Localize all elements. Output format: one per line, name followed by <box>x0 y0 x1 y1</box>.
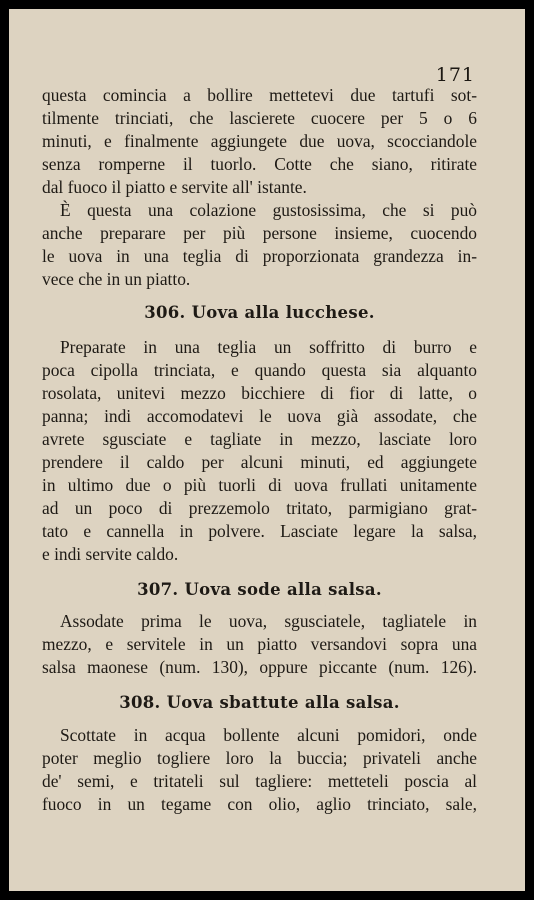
recipe-heading: 306. Uova alla lucchese. <box>144 303 375 322</box>
text-line: Scottate in acqua bollente alcuni pomidori, onde <box>60 725 477 745</box>
text-line: de' semi, e tritateli sul tagliere: metteteli poscia al <box>42 771 477 791</box>
recipe-307 <box>42 578 477 679</box>
text-line: panna; indi accomodatevi le uova già assodate, che <box>42 406 477 426</box>
text-line: minuti, e finalmente aggiungete due uova, scocciandole <box>42 131 477 151</box>
text-line: Assodate prima le uova, sgusciatele, tagliatele in <box>60 611 477 631</box>
text-line: avrete sgusciate e tagliate in mezzo, lasciate loro <box>42 429 477 449</box>
text-line: senza romperne il tuorlo. Cotte che siano, ritirate <box>42 154 477 174</box>
text-line: poter meglio togliere loro la buccia; privateli anche <box>42 748 477 768</box>
text-line: e indi servite caldo. <box>42 544 179 564</box>
text-line: vece che in un piatto. <box>42 269 191 289</box>
text-line: poca cipolla trinciata, e quando questa sia alquanto <box>42 360 477 380</box>
intro-paragraphs <box>42 84 477 291</box>
text-line: ad un poco di prezzemolo tritato, parmigiano grat- <box>42 498 477 518</box>
text-line: anche preparare per più persone insieme, cuocendo <box>42 223 477 243</box>
text-line: tilmente trinciati, che lascierete cuocere per 5 o 6 <box>42 108 477 128</box>
recipe-heading: 307. Uova sode alla salsa. <box>137 580 382 599</box>
text-line: È questa una colazione gustosissima, che si può <box>60 200 477 220</box>
text-line: mezzo, e servitele in un piatto versandovi sopra una <box>42 634 477 654</box>
page-number: 171 <box>435 64 475 86</box>
text-line: tato e cannella in polvere. Lasciate legare la salsa, <box>42 521 477 541</box>
page-body <box>42 84 477 816</box>
recipe-306 <box>42 301 477 566</box>
text-line: questa comincia a bollire mettetevi due tartufi sot- <box>42 85 477 105</box>
book-page <box>9 9 525 891</box>
recipe-heading: 308. Uova sbattute alla salsa. <box>119 693 400 712</box>
text-line: salsa maonese (num. 130), oppure piccante (num. 126). <box>42 657 477 677</box>
recipe-308 <box>42 691 477 816</box>
text-line: le uova in una teglia di proporzionata grandezza in- <box>42 246 477 266</box>
text-line: rosolata, unitevi mezzo bicchiere di fior di latte, o <box>42 383 477 403</box>
text-line: fuoco in un tegame con olio, aglio trinciato, sale, <box>42 794 477 814</box>
text-line: prendere il caldo per alcuni minuti, ed aggiungete <box>42 452 477 472</box>
text-line: in ultimo due o più tuorli di uova frullati unitamente <box>42 475 477 495</box>
text-line: Preparate in una teglia un soffritto di burro e <box>60 337 477 357</box>
text-line: dal fuoco il piatto e servite all' istante. <box>42 177 307 197</box>
